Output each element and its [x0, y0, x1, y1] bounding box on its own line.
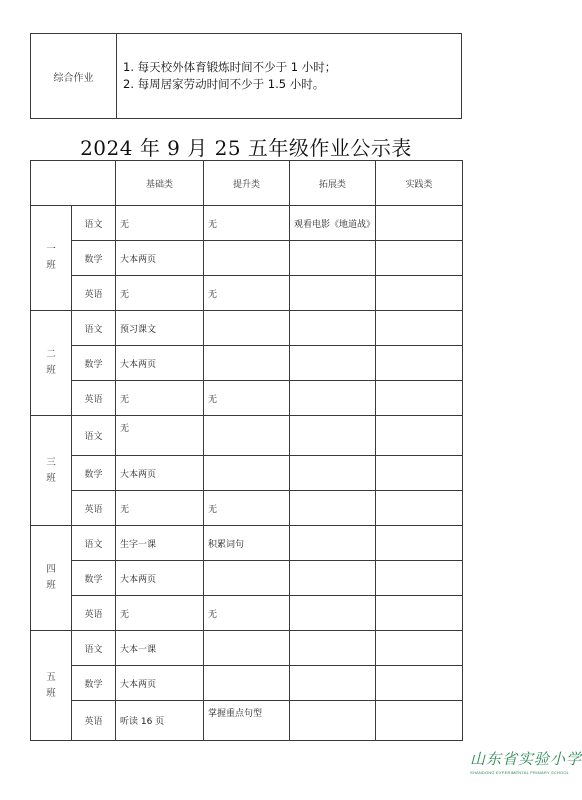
general-homework-line: 1. 每天校外体育锻炼时间不少于 1 小时；: [123, 60, 337, 74]
homework-basic-cell: 大本两页: [116, 346, 204, 381]
class-name-line: 班: [46, 580, 56, 591]
homework-practice-cell: [376, 561, 463, 596]
subject-cell: 英语: [72, 491, 116, 526]
header-advanced: 提升类: [204, 161, 290, 206]
class-name-line: 二: [46, 349, 56, 360]
homework-extended-cell: [290, 241, 376, 276]
homework-basic-cell: 大本两页: [116, 561, 204, 596]
general-homework-label: 综合作业: [31, 34, 117, 119]
table-row: [31, 456, 463, 491]
page-title: 2024 年 9 月 25 五年级作业公示表: [80, 136, 412, 160]
class-name-cell: [31, 206, 72, 311]
homework-practice-cell: [376, 526, 463, 561]
class-name-cell: [31, 631, 72, 741]
homework-practice-cell: [376, 701, 463, 741]
table-row: [31, 631, 463, 666]
homework-basic-cell: 预习课文: [116, 311, 204, 346]
homework-extended-cell: [290, 701, 376, 741]
header-basic: 基础类: [116, 161, 204, 206]
homework-practice-cell: [376, 596, 463, 631]
homework-practice-cell: [376, 206, 463, 241]
subject-cell: 数学: [72, 346, 116, 381]
table-row: [31, 596, 463, 631]
table-row: [31, 526, 463, 561]
table-row: [31, 276, 463, 311]
header-corner-cell: [31, 161, 116, 206]
class-name-cell: [31, 526, 72, 631]
homework-practice-cell: [376, 416, 463, 456]
homework-advanced-cell: [204, 311, 290, 346]
homework-extended-cell: [290, 311, 376, 346]
subject-cell: 数学: [72, 561, 116, 596]
table-row: [31, 416, 463, 456]
header-extended: 拓展类: [290, 161, 376, 206]
table-row: [31, 561, 463, 596]
subject-cell: 语文: [72, 631, 116, 666]
homework-extended-cell: [290, 561, 376, 596]
class-name-line: 班: [46, 365, 56, 376]
subject-cell: 数学: [72, 666, 116, 701]
homework-extended-cell: [290, 666, 376, 701]
class-name-line: 班: [46, 260, 56, 271]
homework-advanced-cell: 无: [204, 206, 290, 241]
table-row: [31, 206, 463, 241]
homework-basic-cell: 大本两页: [116, 456, 204, 491]
general-homework-content: [117, 34, 462, 119]
general-homework-line: 2. 每周居家劳动时间不少于 1.5 小时。: [123, 77, 325, 91]
subject-cell: 英语: [72, 276, 116, 311]
homework-extended-cell: [290, 596, 376, 631]
school-logo: [470, 748, 582, 782]
homework-extended-cell: [290, 416, 376, 456]
homework-advanced-cell: [204, 561, 290, 596]
table-row: [31, 701, 463, 741]
homework-basic-cell: 无: [116, 206, 204, 241]
homework-advanced-cell: [204, 346, 290, 381]
homework-practice-cell: [376, 276, 463, 311]
general-homework-table: [30, 33, 462, 119]
homework-practice-cell: [376, 456, 463, 491]
homework-basic-cell: 无: [116, 491, 204, 526]
homework-advanced-cell: [204, 631, 290, 666]
homework-advanced-cell: [204, 241, 290, 276]
class-name-line: 班: [46, 687, 56, 699]
homework-advanced-cell: [204, 416, 290, 456]
homework-basic-cell: 大本两页: [116, 666, 204, 701]
homework-advanced-cell: 无: [204, 491, 290, 526]
homework-basic-cell: 听读 16 页: [116, 701, 204, 741]
homework-extended-cell: 观看电影《地道战》: [290, 206, 376, 241]
subject-cell: 语文: [72, 311, 116, 346]
homework-table: [30, 160, 463, 741]
table-row: [31, 241, 463, 276]
homework-basic-cell: 大本两页: [116, 241, 204, 276]
homework-advanced-cell: 掌握重点句型: [204, 701, 290, 741]
homework-advanced-cell: 无: [204, 596, 290, 631]
class-name-line: 一: [46, 244, 56, 255]
school-logo-text: 山东省实验小学: [470, 750, 582, 768]
homework-advanced-cell: 积累词句: [204, 526, 290, 561]
homework-advanced-cell: 无: [204, 276, 290, 311]
table-row: [31, 311, 463, 346]
homework-extended-cell: [290, 631, 376, 666]
class-name-line: 四: [46, 564, 56, 575]
subject-cell: 数学: [72, 456, 116, 491]
subject-cell: 英语: [72, 596, 116, 631]
homework-advanced-cell: [204, 456, 290, 491]
subject-cell: 语文: [72, 206, 116, 241]
homework-advanced-cell: 无: [204, 381, 290, 416]
homework-basic-cell: 生字一课: [116, 526, 204, 561]
table-row: [31, 346, 463, 381]
homework-basic-cell: 大本一课: [116, 631, 204, 666]
homework-practice-cell: [376, 666, 463, 701]
subject-cell: 英语: [72, 701, 116, 741]
subject-cell: 英语: [72, 381, 116, 416]
homework-practice-cell: [376, 311, 463, 346]
class-name-cell: [31, 311, 72, 416]
homework-extended-cell: [290, 526, 376, 561]
homework-practice-cell: [376, 241, 463, 276]
subject-cell: 语文: [72, 416, 116, 456]
table-header-row: [31, 161, 463, 206]
class-name-line: 五: [46, 671, 56, 683]
homework-practice-cell: [376, 381, 463, 416]
homework-practice-cell: [376, 346, 463, 381]
table-row: [31, 491, 463, 526]
class-name-line: 三: [46, 456, 56, 468]
class-name-line: 班: [46, 472, 56, 484]
homework-basic-cell: 无: [116, 596, 204, 631]
school-logo-subtext: SHANDONG EXPERIMENTAL PRIMARY SCHOOL: [470, 770, 570, 775]
homework-basic-cell: 无: [116, 416, 204, 456]
homework-extended-cell: [290, 346, 376, 381]
header-practice: 实践类: [376, 161, 463, 206]
homework-extended-cell: [290, 456, 376, 491]
table-row: [31, 666, 463, 701]
homework-extended-cell: [290, 381, 376, 416]
class-name-cell: [31, 416, 72, 526]
subject-cell: 语文: [72, 526, 116, 561]
homework-basic-cell: 无: [116, 381, 204, 416]
homework-advanced-cell: [204, 666, 290, 701]
homework-extended-cell: [290, 276, 376, 311]
homework-basic-cell: 无: [116, 276, 204, 311]
homework-extended-cell: [290, 491, 376, 526]
homework-practice-cell: [376, 631, 463, 666]
homework-practice-cell: [376, 491, 463, 526]
table-row: [31, 381, 463, 416]
subject-cell: 数学: [72, 241, 116, 276]
